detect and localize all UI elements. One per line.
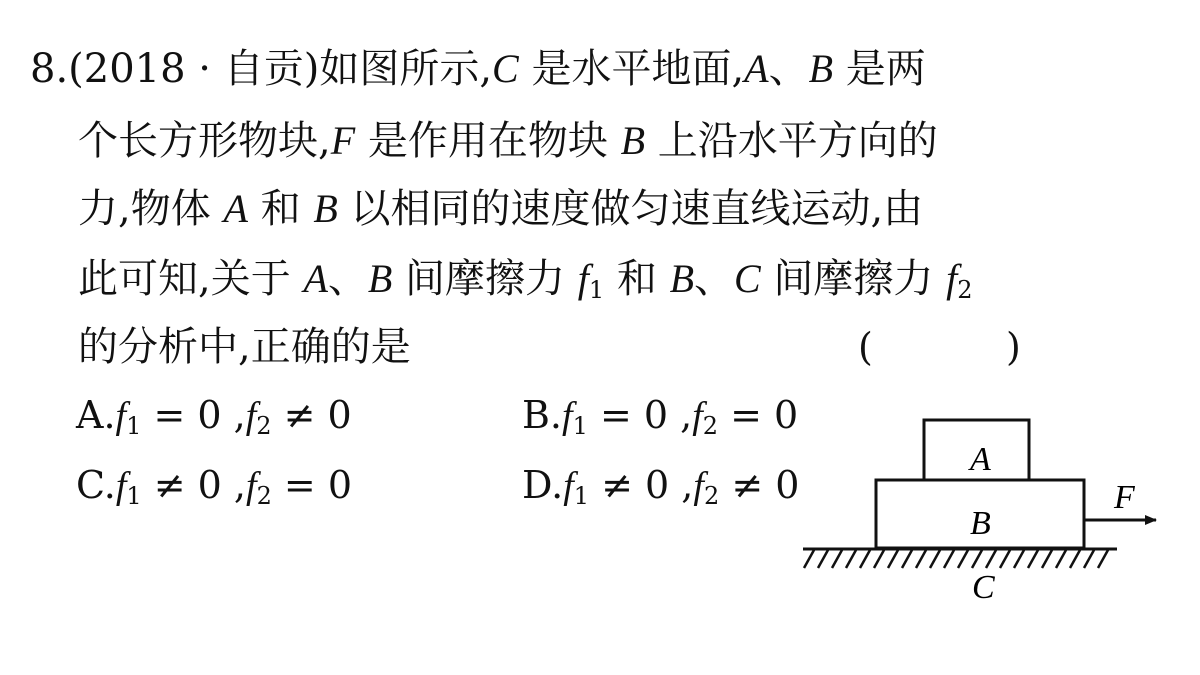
question-line-2: 个长方形物块,F 是作用在物块 B 上沿水平方向的 bbox=[78, 118, 938, 164]
question-line-1: 8.(2018 · 自贡)如图所示,C 是水平地面,A、B 是两 bbox=[30, 46, 926, 92]
option-b[interactable]: $B.f_1 = 0$ $,f_2 = 0$ bbox=[522, 393, 799, 440]
answer-paren-open: ( bbox=[858, 325, 873, 369]
ground-hatching bbox=[804, 550, 1108, 568]
option-d[interactable]: $D.f_1 \ne 0$ $,f_2 \ne 0$ bbox=[522, 463, 800, 510]
hatch-mark bbox=[1042, 550, 1052, 568]
hatch-mark bbox=[986, 550, 996, 568]
question-line-5: 的分析中,正确的是 bbox=[78, 324, 411, 370]
hatch-mark bbox=[874, 550, 884, 568]
hatch-mark bbox=[1000, 550, 1010, 568]
hatch-mark bbox=[1014, 550, 1024, 568]
answer-paren-close: ) bbox=[1006, 325, 1021, 369]
question-line-3: 力,物体 A 和 B 以相同的速度做匀速直线运动,由 bbox=[78, 186, 924, 232]
hatch-mark bbox=[804, 550, 814, 568]
hatch-mark bbox=[1098, 550, 1108, 568]
label-block-b: B bbox=[970, 505, 991, 542]
hatch-mark bbox=[916, 550, 926, 568]
hatch-mark bbox=[944, 550, 954, 568]
hatch-mark bbox=[860, 550, 870, 568]
hatch-mark bbox=[902, 550, 912, 568]
hatch-mark bbox=[958, 550, 968, 568]
option-a[interactable]: $A.f_1 = 0$ $,f_2 \ne 0$ bbox=[76, 393, 352, 440]
hatch-mark bbox=[1084, 550, 1094, 568]
hatch-mark bbox=[832, 550, 842, 568]
hatch-mark bbox=[818, 550, 828, 568]
label-block-a: A bbox=[970, 441, 991, 478]
question-number: 8. bbox=[30, 46, 69, 92]
hatch-mark bbox=[972, 550, 982, 568]
hatch-mark bbox=[846, 550, 856, 568]
label-force: F bbox=[1114, 479, 1135, 516]
hatch-mark bbox=[1028, 550, 1038, 568]
question-line-4: 此可知,关于 A、B 间摩擦力 $f_1$ 和 B、C 间摩擦力 $f_2$ bbox=[78, 256, 973, 304]
option-c[interactable]: $C.f_1 \ne 0$ $,f_2 = 0$ bbox=[76, 463, 353, 510]
hatch-mark bbox=[930, 550, 940, 568]
label-ground: C bbox=[972, 569, 995, 606]
hatch-mark bbox=[1056, 550, 1066, 568]
hatch-mark bbox=[1070, 550, 1080, 568]
hatch-mark bbox=[888, 550, 898, 568]
